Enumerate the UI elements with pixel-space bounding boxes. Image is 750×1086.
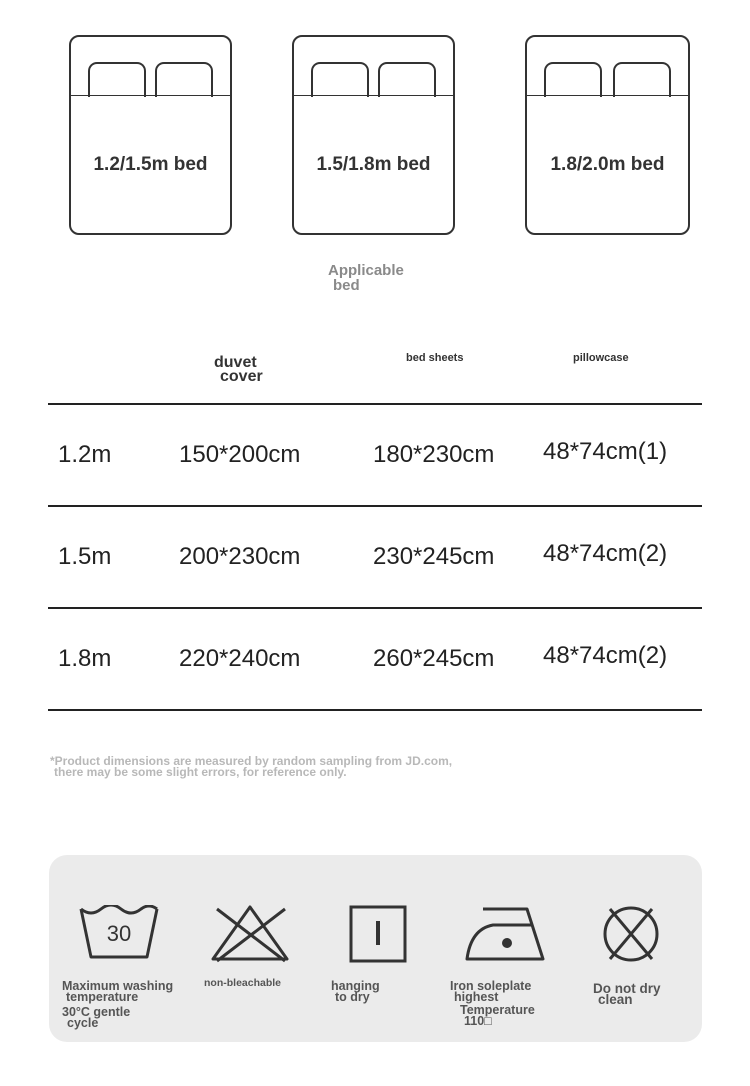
care-label-non-bleach: non-bleachable bbox=[204, 977, 282, 989]
pillow-cell: 48*74cm(2) bbox=[543, 540, 668, 567]
care-instructions-panel bbox=[49, 855, 702, 1042]
care-label-washing: Maximum washing temperature 30°C gentle cycle bbox=[62, 979, 174, 1030]
hang-dry-icon bbox=[349, 905, 407, 968]
table-row bbox=[0, 438, 750, 541]
bed-diagram-3 bbox=[525, 35, 690, 235]
header-bed-sheets: bed sheets bbox=[406, 352, 464, 364]
size-cell: 1.2m bbox=[58, 441, 112, 468]
pillow-cell: 48*74cm(2) bbox=[543, 642, 668, 669]
svg-text:30: 30 bbox=[106, 921, 132, 946]
pillow-shape bbox=[88, 62, 146, 97]
care-label-iron: Iron soleplate highest Temperature 110□ bbox=[450, 979, 535, 1028]
table-row bbox=[0, 540, 750, 643]
iron-icon bbox=[463, 905, 547, 968]
table-rule bbox=[48, 403, 702, 405]
duvet-cell: 200*230cm bbox=[179, 543, 301, 570]
bed-diagram-2 bbox=[292, 35, 455, 235]
measurement-note: *Product dimensions are measured by random sampling from JD.com, there may be some slight errors, for reference only. bbox=[50, 754, 453, 779]
applicable-bed-caption: Applicable bed bbox=[328, 262, 404, 294]
care-label-hang-dry: hanging to dry bbox=[331, 979, 380, 1004]
pillow-shape bbox=[378, 62, 436, 97]
bed-size-label: 1.2/1.5m bed bbox=[93, 154, 208, 175]
sheets-cell: 230*245cm bbox=[373, 543, 495, 570]
bed-divider bbox=[527, 95, 688, 96]
size-cell: 1.8m bbox=[58, 645, 112, 672]
non-bleach-icon bbox=[209, 903, 291, 968]
bed-diagram-1 bbox=[69, 35, 232, 235]
pillow-cell: 48*74cm(1) bbox=[543, 438, 668, 465]
wash-30-icon bbox=[79, 905, 159, 966]
bed-size-label: 1.8/2.0m bed bbox=[550, 154, 665, 175]
no-dry-clean-icon bbox=[602, 905, 660, 968]
header-pillowcase: pillowcase bbox=[573, 352, 629, 364]
bed-divider bbox=[71, 95, 230, 96]
pillow-shape bbox=[544, 62, 602, 97]
bed-divider bbox=[294, 95, 453, 96]
duvet-cell: 220*240cm bbox=[179, 645, 301, 672]
duvet-cell: 150*200cm bbox=[179, 441, 301, 468]
sheets-cell: 180*230cm bbox=[373, 441, 495, 468]
bed-size-label: 1.5/1.8m bed bbox=[316, 154, 431, 175]
size-cell: 1.5m bbox=[58, 543, 112, 570]
care-label-dry-clean: Do not dry clean bbox=[593, 981, 661, 1007]
sheets-cell: 260*245cm bbox=[373, 645, 495, 672]
pillow-shape bbox=[311, 62, 369, 97]
table-row bbox=[0, 642, 750, 745]
pillow-shape bbox=[155, 62, 213, 97]
header-duvet-cover: duvet cover bbox=[214, 354, 263, 385]
pillow-shape bbox=[613, 62, 671, 97]
